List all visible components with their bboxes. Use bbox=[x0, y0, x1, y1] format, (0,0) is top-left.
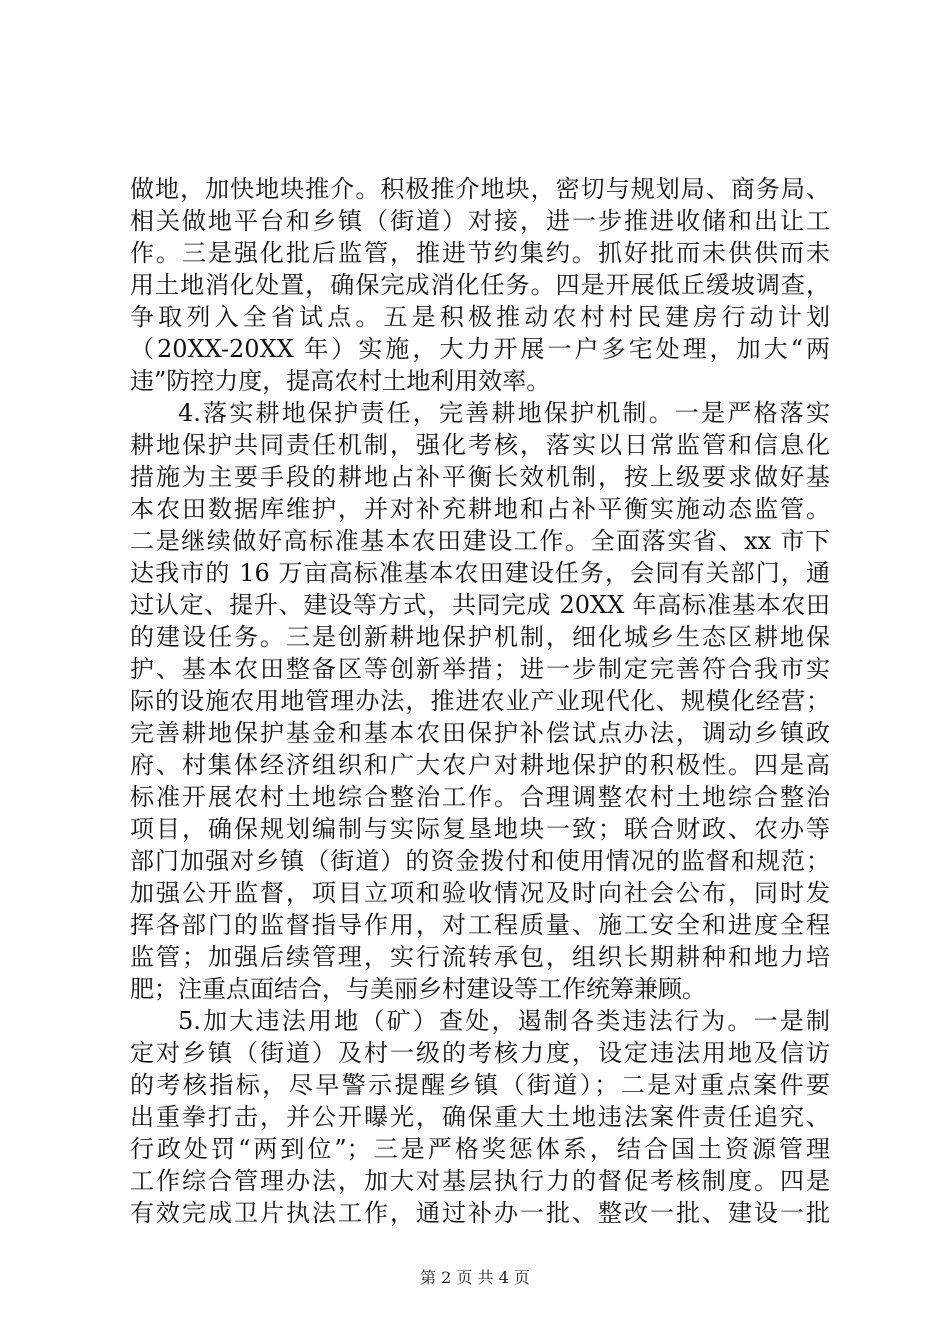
text-line: （20XX-20XX 年）实施，大力开展一户多宅处理，加大“两 bbox=[130, 335, 830, 363]
text-line: 项目，确保规划编制与实际复垦地块一致；联合财政、农办等 bbox=[130, 815, 830, 843]
text-line: 本农田数据库维护，并对补充耕地和占补平衡实施动态监管。 bbox=[130, 495, 830, 523]
text-line: 过认定、提升、建设等方式，共同完成 20XX 年高标准基本农田 bbox=[130, 591, 830, 619]
text-line: 相关做地平台和乡镇（街道）对接，进一步推进收储和出让工 bbox=[130, 207, 830, 235]
paragraph-4-heading-line: 4.落实耕地保护责任，完善耕地保护机制。一是严格落实 bbox=[178, 399, 830, 427]
body-text bbox=[130, 173, 830, 1229]
text-line: 际的设施农用地管理办法，推进农业产业现代化、规模化经营； bbox=[130, 687, 830, 715]
text-line: 护、基本农田整备区等创新举措；进一步制定完善符合我市实 bbox=[130, 655, 830, 683]
text-line: 挥各部门的监督指导作用，对工程质量、施工安全和进度全程 bbox=[130, 911, 830, 939]
text-line: 达我市的 16 万亩高标准基本农田建设任务，会同有关部门，通 bbox=[130, 559, 830, 587]
text-line: 府、村集体经济组织和广大农户对耕地保护的积极性。四是高 bbox=[130, 751, 830, 779]
text-line: 监管；加强后续管理，实行流转承包，组织长期耕种和地力培 bbox=[130, 943, 830, 971]
page-number-footer: 第 2 页 共 4 页 bbox=[420, 1268, 530, 1287]
text-line: 争取列入全省试点。五是积极推动农村村民建房行动计划 bbox=[130, 303, 830, 331]
text-line: 用土地消化处置，确保完成消化任务。四是开展低丘缓坡调查， bbox=[130, 271, 830, 299]
text-line: 作。三是强化批后监管，推进节约集约。抓好批而未供供而未 bbox=[130, 239, 830, 267]
text-line: 完善耕地保护基金和基本农田保护补偿试点办法，调动乡镇政 bbox=[130, 719, 830, 747]
paragraph-5-heading-line: 5.加大违法用地（矿）查处，遏制各类违法行为。一是制 bbox=[178, 1007, 830, 1035]
text-line: 有效完成卫片执法工作，通过补办一批、整改一批、建设一批 bbox=[130, 1199, 830, 1227]
text-line: 部门加强对乡镇（街道）的资金拨付和使用情况的监督和规范； bbox=[130, 847, 830, 875]
text-line: 肥；注重点面结合，与美丽乡村建设等工作统筹兼顾。 bbox=[130, 975, 706, 1003]
text-line: 做地，加快地块推介。积极推介地块，密切与规划局、商务局、 bbox=[130, 175, 830, 203]
text-line: 行政处罚“两到位”；三是严格奖惩体系，结合国土资源管理 bbox=[130, 1135, 830, 1163]
text-line: 定对乡镇（街道）及村一级的考核力度，设定违法用地及信访 bbox=[130, 1039, 830, 1067]
text-line: 标准开展农村土地综合整治工作。合理调整农村土地综合整治 bbox=[130, 783, 830, 811]
text-line: 二是继续做好高标准基本农田建设工作。全面落实省、xx 市下 bbox=[130, 527, 830, 555]
text-line: 的考核指标，尽早警示提醒乡镇（街道）；二是对重点案件要 bbox=[130, 1071, 830, 1099]
text-line: 耕地保护共同责任机制，强化考核，落实以日常监管和信息化 bbox=[130, 431, 830, 459]
text-line: 出重拳打击，并公开曝光，确保重大土地违法案件责任追究、 bbox=[130, 1103, 830, 1131]
text-line: 工作综合管理办法，加大对基层执行力的督促考核制度。四是 bbox=[130, 1167, 830, 1195]
text-line: 的建设任务。三是创新耕地保护机制，细化城乡生态区耕地保 bbox=[130, 623, 830, 651]
text-line: 加强公开监督，项目立项和验收情况及时向社会公布，同时发 bbox=[130, 879, 830, 907]
text-line: 违”防控力度，提高农村土地利用效率。 bbox=[130, 367, 551, 395]
text-line: 措施为主要手段的耕地占补平衡长效机制，按上级要求做好基 bbox=[130, 463, 830, 491]
